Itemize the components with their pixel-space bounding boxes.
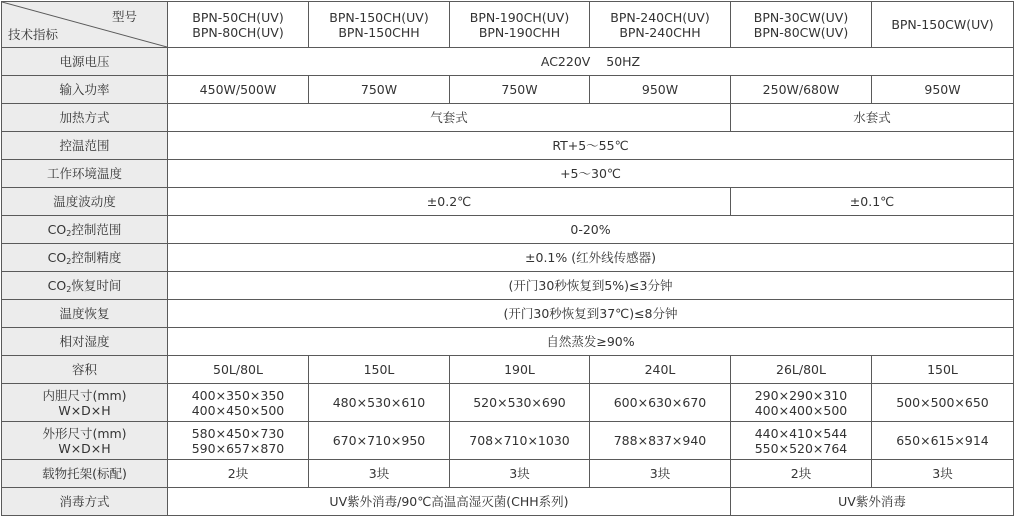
row-humidity (2, 328, 1014, 356)
model-header: BPN-240CH(UV) BPN-240CHH (590, 2, 731, 48)
row-label: $CO_2$控制精度 (2, 244, 168, 272)
corner-model-label: 型号 (111, 9, 137, 24)
row-volume (2, 356, 1014, 384)
header-row (2, 2, 1014, 48)
model-header: BPN-190CH(UV) BPN-190CHH (450, 2, 590, 48)
cell-value: 气套式 (168, 104, 731, 132)
cell-value: 水套式 (731, 104, 1014, 132)
cell-value: 950W (590, 76, 731, 104)
cell-value: 708×710×1030 (450, 422, 590, 460)
model-header: BPN-50CH(UV) BPN-80CH(UV) (168, 2, 309, 48)
cell-value: 150L (309, 356, 450, 384)
cell-value: 3块 (450, 460, 590, 488)
row-label: 内胆尺寸(mm) W×D×H (2, 384, 168, 422)
cell-value: 3块 (872, 460, 1014, 488)
cell-value: AC220V 50HZ (168, 48, 1014, 76)
row-co2-accuracy (2, 244, 1014, 272)
row-label: 输入功率 (2, 76, 168, 104)
row-label: 温度恢复 (2, 300, 168, 328)
cell-value: 500×500×650 (872, 384, 1014, 422)
cell-value: 250W/680W (731, 76, 872, 104)
cell-value: 3块 (590, 460, 731, 488)
row-heating (2, 104, 1014, 132)
spec-table (1, 1, 1014, 516)
cell-value: 450W/500W (168, 76, 309, 104)
row-label: 温度波动度 (2, 188, 168, 216)
row-label: 电源电压 (2, 48, 168, 76)
row-temp-range (2, 132, 1014, 160)
cell-value: 240L (590, 356, 731, 384)
row-input-power (2, 76, 1014, 104)
cell-value: (开门30秒恢复到5%)≤3分钟 (168, 272, 1014, 300)
cell-value: 26L/80L (731, 356, 872, 384)
row-ambient (2, 160, 1014, 188)
row-label: 控温范围 (2, 132, 168, 160)
cell-value: ±0.1% (红外线传感器) (168, 244, 1014, 272)
cell-value: UV紫外消毒 (731, 488, 1014, 516)
cell-value: RT+5～55℃ (168, 132, 1014, 160)
cell-value: 788×837×940 (590, 422, 731, 460)
cell-value: (开门30秒恢复到37℃)≤8分钟 (168, 300, 1014, 328)
row-inner-size (2, 384, 1014, 422)
cell-value: 自然蒸发≥90% (168, 328, 1014, 356)
cell-value: 440×410×544 550×520×764 (731, 422, 872, 460)
model-header: BPN-30CW(UV) BPN-80CW(UV) (731, 2, 872, 48)
cell-value: 580×450×730 590×657×870 (168, 422, 309, 460)
row-co2-recovery (2, 272, 1014, 300)
cell-value: 190L (450, 356, 590, 384)
row-label: 容积 (2, 356, 168, 384)
cell-value: 2块 (168, 460, 309, 488)
row-label: 外形尺寸(mm) W×D×H (2, 422, 168, 460)
row-power-supply (2, 48, 1014, 76)
row-label: 载物托架(标配) (2, 460, 168, 488)
cell-value: 950W (872, 76, 1014, 104)
cell-value: UV紫外消毒/90℃高温高湿灭菌(CHH系列) (168, 488, 731, 516)
cell-value: ±0.1℃ (731, 188, 1014, 216)
row-label: $CO_2$恢复时间 (2, 272, 168, 300)
cell-value: 290×290×310 400×400×500 (731, 384, 872, 422)
row-label: 加热方式 (2, 104, 168, 132)
row-label: $CO_2$控制范围 (2, 216, 168, 244)
model-header: BPN-150CW(UV) (872, 2, 1014, 48)
row-outer-size (2, 422, 1014, 460)
cell-value: 150L (872, 356, 1014, 384)
cell-value: 2块 (731, 460, 872, 488)
cell-value: 50L/80L (168, 356, 309, 384)
cell-value: 400×350×350 400×450×500 (168, 384, 309, 422)
row-sterilization (2, 488, 1014, 516)
row-co2-range (2, 216, 1014, 244)
model-header: BPN-150CH(UV) BPN-150CHH (309, 2, 450, 48)
corner-header-cell (2, 2, 168, 48)
row-shelves (2, 460, 1014, 488)
row-fluctuation (2, 188, 1014, 216)
row-label: 消毒方式 (2, 488, 168, 516)
cell-value: +5～30℃ (168, 160, 1014, 188)
cell-value: 520×530×690 (450, 384, 590, 422)
cell-value: 650×615×914 (872, 422, 1014, 460)
cell-value: 3块 (309, 460, 450, 488)
cell-value: ±0.2℃ (168, 188, 731, 216)
cell-value: 750W (450, 76, 590, 104)
cell-value: 750W (309, 76, 450, 104)
cell-value: 480×530×610 (309, 384, 450, 422)
row-label: 工作环境温度 (2, 160, 168, 188)
cell-value: 0-20% (168, 216, 1014, 244)
row-label: 相对湿度 (2, 328, 168, 356)
cell-value: 670×710×950 (309, 422, 450, 460)
row-temp-recovery (2, 300, 1014, 328)
corner-spec-label: 技术指标 (8, 27, 59, 42)
cell-value: 600×630×670 (590, 384, 731, 422)
